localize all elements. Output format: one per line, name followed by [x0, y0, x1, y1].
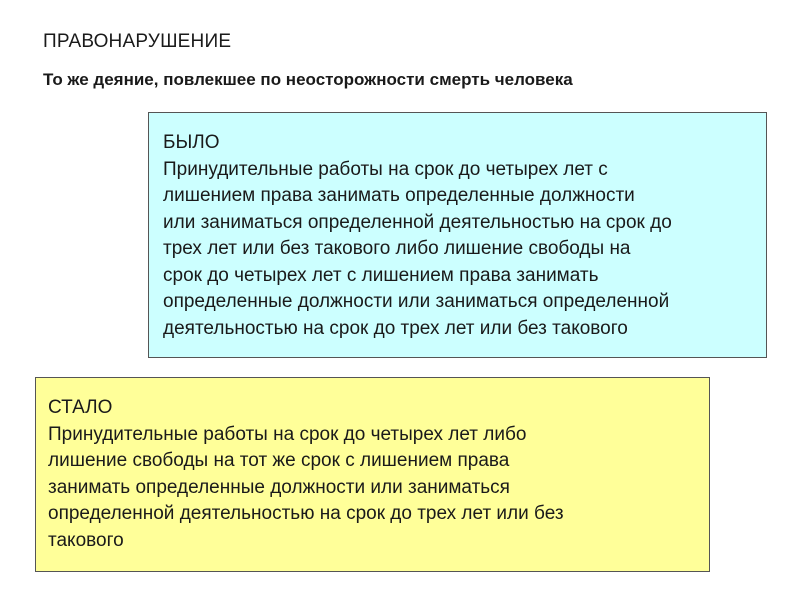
- after-text-line: занимать определенные должности или заниматься: [48, 476, 510, 498]
- after-text-line: определенной деятельностью на срок до трех лет или без: [48, 503, 564, 524]
- before-text-line: Принудительные работы на срок до четырех лет с: [163, 158, 608, 180]
- slide-subheading: То же деяние, повлекшее по неосторожности смерть человека: [43, 70, 573, 89]
- before-text-line: срок до четырех лет с лишением права занимать: [163, 264, 599, 286]
- after-label: СТАЛО: [48, 397, 113, 418]
- slide-heading: ПРАВОНАРУШЕНИЕ: [43, 31, 232, 52]
- before-text-line: лишением права занимать определенные должности: [163, 185, 635, 206]
- before-box: [148, 112, 767, 358]
- before-text-line: деятельностью на срок до трех лет или без такового: [163, 317, 628, 339]
- after-text-line: такового: [48, 529, 124, 551]
- before-label: БЫЛО: [163, 132, 220, 153]
- after-text-line: лишение свободы на тот же срок с лишением права: [48, 450, 510, 471]
- before-text-line: трех лет или без такового либо лишение свободы на: [163, 238, 631, 259]
- before-text-line: или заниматься определенной деятельностью на срок до: [163, 211, 672, 233]
- after-text-line: Принудительные работы на срок до четырех лет либо: [48, 423, 527, 445]
- after-box: [35, 377, 710, 572]
- before-text-line: определенные должности или заниматься определенной: [163, 291, 670, 312]
